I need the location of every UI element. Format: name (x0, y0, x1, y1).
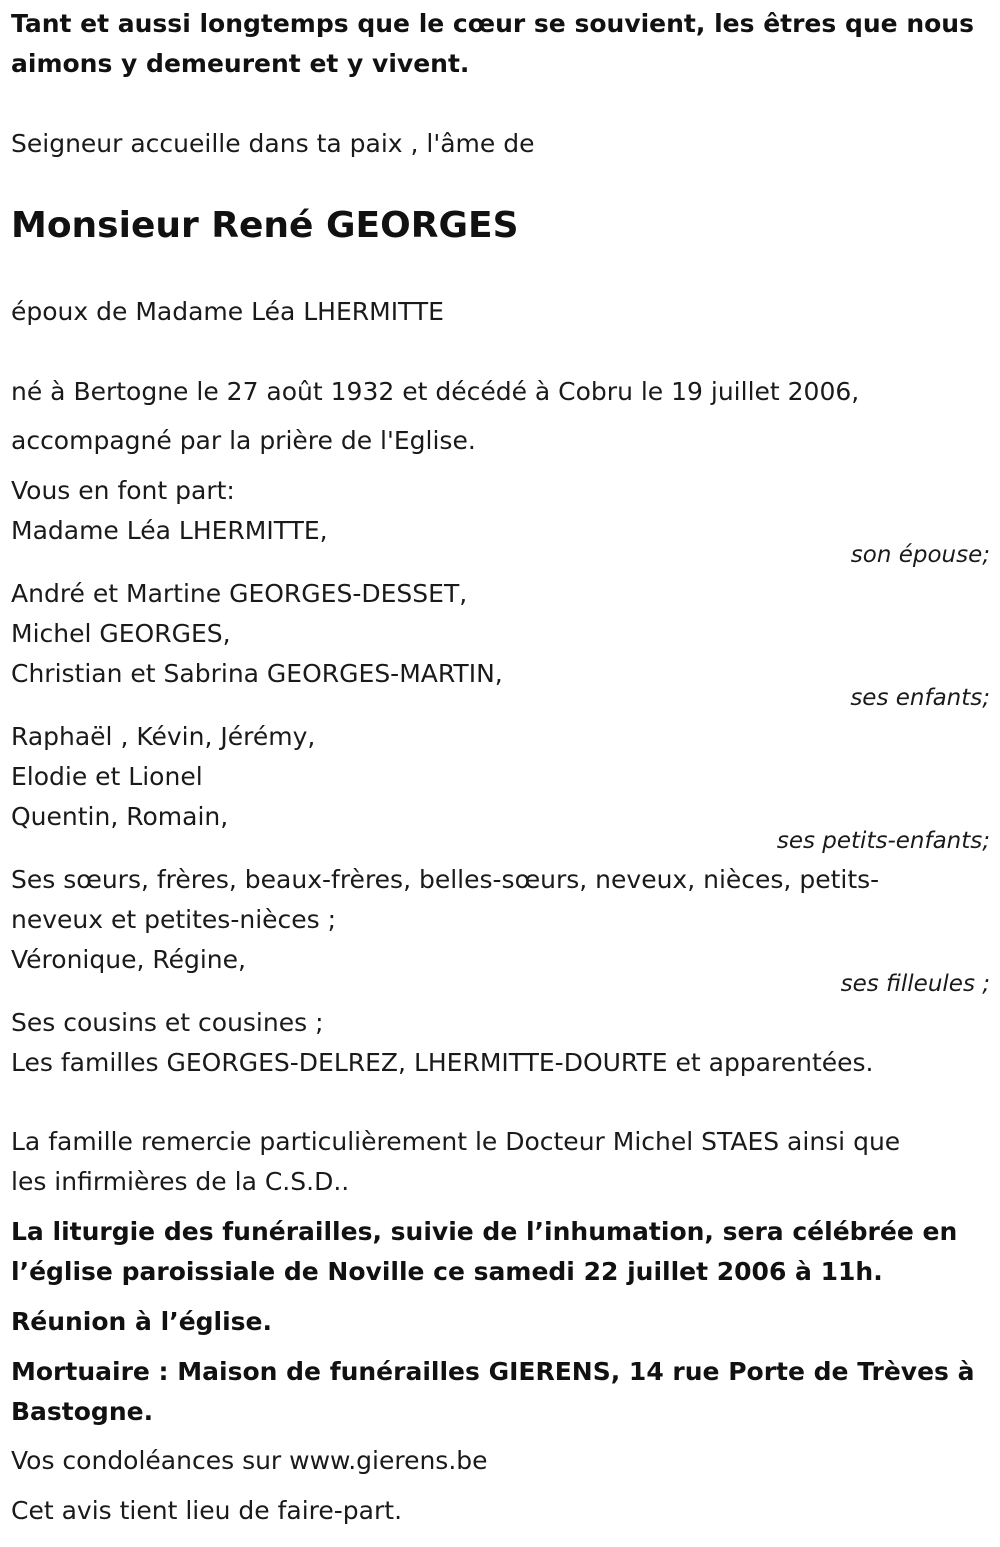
notice-line: Cet avis tient lieu de faire-part. (11, 1496, 403, 1525)
invocation: Seigneur accueille dans ta paix , l'âme de (11, 129, 535, 158)
grandchild-name: Elodie et Lionel (11, 762, 203, 791)
families-line: Les familles GEORGES-DELREZ, LHERMITTE-DOURTE et apparentées. (11, 1048, 874, 1077)
funeral-line-1: La liturgie des funérailles, suivie de l’inhumation, sera célébrée en (11, 1217, 958, 1246)
grandchildren-role: ses petits-enfants; (776, 828, 990, 854)
siblings-line: Ses sœurs, frères, beaux-frères, belles-sœurs, neveux, nièces, petits- (11, 865, 880, 894)
grandchild-name: Quentin, Romain, (11, 802, 229, 831)
child-name: Michel GEORGES, (11, 619, 231, 648)
thanks-line-2: les infirmières de la C.S.D.. (11, 1167, 350, 1196)
announcers-intro: Vous en font part: (11, 476, 235, 505)
child-name: André et Martine GEORGES-DESSET, (11, 579, 468, 608)
quote-line-1: Tant et aussi longtemps que le cœur se souvient, les êtres que nous (11, 9, 974, 38)
mortuary-line-1: Mortuaire : Maison de funérailles GIERENS, 14 rue Porte de Trèves à (11, 1357, 975, 1386)
mortuary-line-2: Bastogne. (11, 1397, 154, 1426)
siblings-line: neveux et petites-nièces ; (11, 905, 337, 934)
goddaughters-role: ses filleules ; (840, 971, 990, 997)
thanks-line-1: La famille remercie particulièrement le Docteur Michel STAES ainsi que (11, 1127, 901, 1156)
accompanied-line: accompagné par la prière de l'Eglise. (11, 426, 476, 455)
cousins-line: Ses cousins et cousines ; (11, 1008, 324, 1037)
condolences-line: Vos condoléances sur www.gierens.be (11, 1446, 488, 1475)
spouse-role: son épouse; (850, 542, 990, 568)
spouse-line: époux de Madame Léa LHERMITTE (11, 297, 444, 326)
meeting-line: Réunion à l’église. (11, 1307, 273, 1336)
goddaughter-name: Véronique, Régine, (11, 945, 246, 974)
grandchild-name: Raphaël , Kévin, Jérémy, (11, 722, 316, 751)
funeral-line-2: l’église paroissiale de Noville ce samedi 22 juillet 2006 à 11h. (11, 1257, 883, 1286)
deceased-name: Monsieur René GEORGES (11, 205, 519, 246)
child-name: Christian et Sabrina GEORGES-MARTIN, (11, 659, 503, 688)
children-role: ses enfants; (850, 685, 990, 711)
spouse-name: Madame Léa LHERMITTE, (11, 516, 328, 545)
quote-line-2: aimons y demeurent et y vivent. (11, 49, 470, 78)
birth-death-line: né à Bertogne le 27 août 1932 et décédé à Cobru le 19 juillet 2006, (11, 377, 860, 406)
